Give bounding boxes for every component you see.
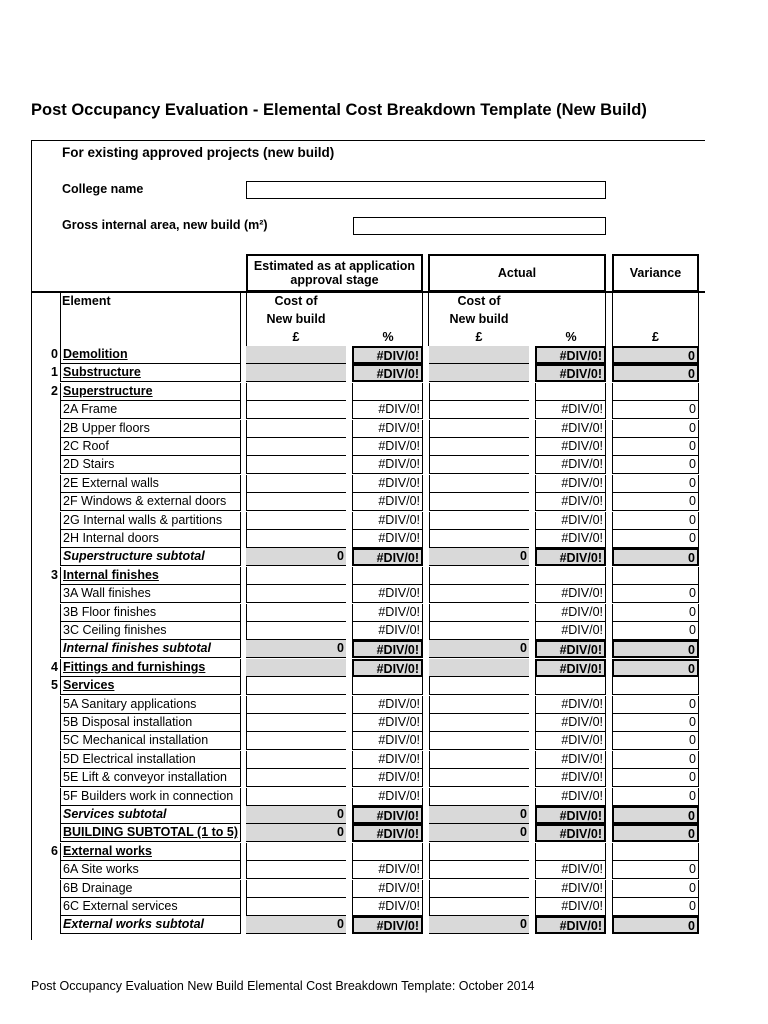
section-subtitle: For existing approved projects (new build): [62, 145, 335, 160]
estimated-cost-cell[interactable]: [246, 861, 346, 879]
element-col-rule: [60, 292, 61, 346]
estimated-cost-cell[interactable]: [246, 420, 346, 438]
actual-percent-cell: #DIV/0!: [535, 898, 606, 916]
estimated-percent-cell: #DIV/0!: [352, 530, 423, 548]
actual-percent-cell: #DIV/0!: [535, 456, 606, 474]
actual-percent-cell: #DIV/0!: [535, 788, 606, 806]
variance-cell: 0: [612, 880, 699, 898]
actual-percent-cell: #DIV/0!: [535, 916, 606, 934]
row-element-label: Superstructure subtotal: [60, 548, 241, 566]
row-element-label: 2A Frame: [60, 401, 241, 419]
actual-cost-cell[interactable]: 0: [429, 806, 529, 824]
variance-cell: [612, 383, 699, 401]
estimated-percent-cell: #DIV/0!: [352, 788, 423, 806]
variance-cell: 0: [612, 364, 699, 382]
estimated-cost-cell[interactable]: [246, 769, 346, 787]
actual-percent-cell: #DIV/0!: [535, 401, 606, 419]
estimated-cost-cell[interactable]: [246, 622, 346, 640]
actual-cost-cell[interactable]: 0: [429, 548, 529, 566]
variance-cell: 0: [612, 751, 699, 769]
row-element-label: 5F Builders work in connection: [60, 788, 241, 806]
estimated-cost-cell[interactable]: [246, 714, 346, 732]
estimated-cost-cell[interactable]: [246, 732, 346, 750]
est-new-build: New build: [266, 312, 326, 326]
estimated-cost-cell[interactable]: 0: [246, 824, 346, 842]
variance-cell: 0: [612, 604, 699, 622]
estimated-cost-cell[interactable]: 0: [246, 640, 346, 658]
actual-cost-cell[interactable]: [429, 567, 529, 585]
actual-cost-cell[interactable]: 0: [429, 640, 529, 658]
actual-cost-cell[interactable]: [429, 493, 529, 511]
estimated-cost-cell[interactable]: 0: [246, 548, 346, 566]
estimated-percent-cell: #DIV/0!: [352, 824, 423, 842]
estimated-cost-cell[interactable]: [246, 585, 346, 603]
actual-percent-cell: #DIV/0!: [535, 696, 606, 714]
estimated-cost-cell[interactable]: [246, 456, 346, 474]
variance-cell: [612, 843, 699, 861]
actual-percent-cell: #DIV/0!: [535, 438, 606, 456]
var-pound: £: [652, 330, 659, 344]
estimated-percent-cell: #DIV/0!: [352, 714, 423, 732]
estimated-cost-cell[interactable]: [246, 898, 346, 916]
actual-cost-cell[interactable]: [429, 383, 529, 401]
actual-percent-cell: #DIV/0!: [535, 346, 606, 364]
actual-cost-cell[interactable]: [429, 456, 529, 474]
actual-header: [428, 254, 606, 292]
variance-cell: 0: [612, 916, 699, 934]
estimated-percent-cell: [352, 383, 423, 401]
actual-cost-cell[interactable]: 0: [429, 824, 529, 842]
variance-cell: 0: [612, 548, 699, 566]
element-header: Element: [62, 294, 111, 308]
variance-cell: 0: [612, 769, 699, 787]
estimated-cost-cell[interactable]: [246, 493, 346, 511]
row-number: 4: [51, 660, 58, 674]
gia-input[interactable]: [353, 217, 606, 235]
actual-cost-cell[interactable]: [429, 696, 529, 714]
estimated-percent-cell: #DIV/0!: [352, 732, 423, 750]
variance-cell: 0: [612, 640, 699, 658]
row-element-label: 3A Wall finishes: [60, 585, 241, 603]
estimated-cost-cell[interactable]: [246, 364, 346, 382]
actual-cost-cell[interactable]: [429, 346, 529, 364]
variance-cell: 0: [612, 714, 699, 732]
row-element-label: 5B Disposal installation: [60, 714, 241, 732]
row-element-label: BUILDING SUBTOTAL (1 to 5): [60, 824, 241, 842]
actual-cost-cell[interactable]: [429, 438, 529, 456]
row-element-label: 3C Ceiling finishes: [60, 622, 241, 640]
row-element-label: 2G Internal walls & partitions: [60, 512, 241, 530]
actual-percent-cell: #DIV/0!: [535, 420, 606, 438]
gia-label: Gross internal area, new build (m²): [62, 218, 268, 232]
estimated-cost-cell[interactable]: [246, 659, 346, 677]
estimated-percent-cell: #DIV/0!: [352, 916, 423, 934]
estimated-cost-cell[interactable]: [246, 696, 346, 714]
actual-percent-cell: #DIV/0!: [535, 493, 606, 511]
actual-percent-cell: [535, 677, 606, 695]
college-name-input[interactable]: [246, 181, 606, 199]
estimated-percent-cell: #DIV/0!: [352, 420, 423, 438]
actual-cost-cell[interactable]: [429, 677, 529, 695]
actual-percent-cell: #DIV/0!: [535, 751, 606, 769]
estimated-percent-cell: #DIV/0!: [352, 493, 423, 511]
estimated-cost-cell[interactable]: [246, 788, 346, 806]
variance-cell: 0: [612, 824, 699, 842]
actual-cost-cell[interactable]: [429, 751, 529, 769]
estimated-percent-cell: #DIV/0!: [352, 696, 423, 714]
row-number: 6: [51, 844, 58, 858]
actual-cost-cell[interactable]: 0: [429, 916, 529, 934]
variance-cell: 0: [612, 585, 699, 603]
estimated-cost-cell[interactable]: [246, 512, 346, 530]
actual-cost-cell[interactable]: [429, 843, 529, 861]
estimated-header-text: Estimated as at application approval stage: [253, 259, 416, 287]
estimated-cost-cell[interactable]: 0: [246, 916, 346, 934]
actual-cost-cell[interactable]: [429, 732, 529, 750]
variance-cell: 0: [612, 456, 699, 474]
actual-percent-cell: #DIV/0!: [535, 622, 606, 640]
estimated-percent-cell: #DIV/0!: [352, 659, 423, 677]
estimated-percent-cell: #DIV/0!: [352, 880, 423, 898]
estimated-percent-cell: #DIV/0!: [352, 622, 423, 640]
actual-percent-cell: [535, 567, 606, 585]
actual-cost-cell[interactable]: [429, 475, 529, 493]
variance-cell: 0: [612, 696, 699, 714]
variance-cell: [612, 567, 699, 585]
estimated-cost-cell[interactable]: [246, 383, 346, 401]
estimated-cost-cell[interactable]: [246, 401, 346, 419]
row-number: 5: [51, 678, 58, 692]
row-element-label: Services: [60, 677, 241, 695]
variance-header: [612, 254, 699, 292]
estimated-percent-cell: #DIV/0!: [352, 769, 423, 787]
actual-percent-cell: #DIV/0!: [535, 714, 606, 732]
estimated-cost-cell[interactable]: [246, 843, 346, 861]
estimated-cost-cell[interactable]: [246, 880, 346, 898]
row-element-label: Demolition: [60, 346, 241, 364]
actual-cost-cell[interactable]: [429, 585, 529, 603]
row-element-label: Substructure: [60, 364, 241, 382]
actual-percent-cell: [535, 843, 606, 861]
actual-percent-cell: #DIV/0!: [535, 364, 606, 382]
actual-percent-cell: #DIV/0!: [535, 640, 606, 658]
row-number: 3: [51, 568, 58, 582]
variance-cell: 0: [612, 475, 699, 493]
row-element-label: Services subtotal: [60, 806, 241, 824]
variance-cell: 0: [612, 898, 699, 916]
variance-cell: [612, 677, 699, 695]
variance-cell: 0: [612, 659, 699, 677]
actual-percent-cell: #DIV/0!: [535, 585, 606, 603]
actual-cost-cell[interactable]: [429, 512, 529, 530]
college-name-label: College name: [62, 182, 144, 196]
actual-cost-cell[interactable]: [429, 898, 529, 916]
estimated-percent-cell: #DIV/0!: [352, 512, 423, 530]
estimated-cost-cell[interactable]: [246, 604, 346, 622]
actual-percent-cell: #DIV/0!: [535, 604, 606, 622]
page-footer: Post Occupancy Evaluation New Build Elemental Cost Breakdown Template: October 2014: [31, 979, 535, 993]
row-element-label: External works subtotal: [60, 916, 241, 934]
actual-percent-cell: #DIV/0!: [535, 548, 606, 566]
est-cost-of: Cost of: [274, 294, 318, 308]
estimated-percent-cell: #DIV/0!: [352, 456, 423, 474]
variance-cell: 0: [612, 530, 699, 548]
variance-cell: 0: [612, 806, 699, 824]
estimated-cost-cell[interactable]: [246, 346, 346, 364]
actual-cost-cell[interactable]: [429, 769, 529, 787]
row-element-label: 6B Drainage: [60, 880, 241, 898]
row-element-label: Internal finishes: [60, 567, 241, 585]
actual-percent-cell: #DIV/0!: [535, 769, 606, 787]
variance-cell: 0: [612, 420, 699, 438]
left-rule: [31, 140, 32, 940]
row-element-label: 2F Windows & external doors: [60, 493, 241, 511]
row-element-label: 6C External services: [60, 898, 241, 916]
variance-cell: 0: [612, 512, 699, 530]
variance-cell: 0: [612, 438, 699, 456]
actual-percent-cell: #DIV/0!: [535, 530, 606, 548]
actual-cost-cell[interactable]: [429, 530, 529, 548]
row-element-label: Internal finishes subtotal: [60, 640, 241, 658]
estimated-header: [246, 254, 423, 292]
header-rule: [31, 291, 705, 293]
actual-cost-cell[interactable]: [429, 364, 529, 382]
variance-cell: 0: [612, 622, 699, 640]
estimated-cost-cell[interactable]: [246, 677, 346, 695]
act-pound: £: [475, 330, 483, 344]
act-cost-of: Cost of: [457, 294, 501, 308]
top-rule: [31, 140, 705, 141]
actual-percent-cell: #DIV/0!: [535, 806, 606, 824]
act-new-build: New build: [449, 312, 509, 326]
estimated-percent-cell: #DIV/0!: [352, 898, 423, 916]
estimated-percent-cell: [352, 677, 423, 695]
estimated-percent-cell: #DIV/0!: [352, 604, 423, 622]
actual-percent-cell: #DIV/0!: [535, 732, 606, 750]
estimated-percent-cell: #DIV/0!: [352, 640, 423, 658]
act-percent: %: [565, 330, 577, 344]
row-element-label: 2C Roof: [60, 438, 241, 456]
actual-cost-cell[interactable]: [429, 861, 529, 879]
actual-percent-cell: #DIV/0!: [535, 512, 606, 530]
actual-cost-cell[interactable]: [429, 659, 529, 677]
estimated-percent-cell: #DIV/0!: [352, 585, 423, 603]
actual-cost-cell[interactable]: [429, 401, 529, 419]
actual-percent-cell: [535, 383, 606, 401]
row-element-label: 2E External walls: [60, 475, 241, 493]
row-element-label: 2H Internal doors: [60, 530, 241, 548]
actual-cost-cell[interactable]: [429, 420, 529, 438]
estimated-cost-cell[interactable]: [246, 751, 346, 769]
row-element-label: 2B Upper floors: [60, 420, 241, 438]
estimated-percent-cell: [352, 567, 423, 585]
row-element-label: 3B Floor finishes: [60, 604, 241, 622]
page-title: Post Occupancy Evaluation - Elemental Cost Breakdown Template (New Build): [31, 101, 647, 119]
estimated-percent-cell: #DIV/0!: [352, 806, 423, 824]
estimated-percent-cell: [352, 843, 423, 861]
row-element-label: External works: [60, 843, 241, 861]
row-element-label: 5A Sanitary applications: [60, 696, 241, 714]
row-element-label: 5D Electrical installation: [60, 751, 241, 769]
estimated-cost-cell[interactable]: [246, 567, 346, 585]
estimated-percent-cell: #DIV/0!: [352, 438, 423, 456]
estimated-cost-cell[interactable]: [246, 530, 346, 548]
row-number: 1: [51, 365, 58, 379]
actual-cost-cell[interactable]: [429, 714, 529, 732]
actual-cost-cell[interactable]: [429, 880, 529, 898]
variance-header-text: Variance: [629, 266, 682, 280]
actual-header-text: Actual: [497, 266, 537, 280]
actual-percent-cell: #DIV/0!: [535, 861, 606, 879]
estimated-cost-cell[interactable]: 0: [246, 806, 346, 824]
actual-percent-cell: #DIV/0!: [535, 659, 606, 677]
element-col-rule-right: [240, 292, 241, 346]
row-element-label: Superstructure: [60, 383, 241, 401]
estimated-percent-cell: #DIV/0!: [352, 401, 423, 419]
row-element-label: 6A Site works: [60, 861, 241, 879]
estimated-percent-cell: #DIV/0!: [352, 364, 423, 382]
variance-cell: 0: [612, 788, 699, 806]
estimated-cost-cell[interactable]: [246, 475, 346, 493]
actual-percent-cell: #DIV/0!: [535, 475, 606, 493]
variance-cell: 0: [612, 861, 699, 879]
est-percent: %: [382, 330, 394, 344]
actual-percent-cell: #DIV/0!: [535, 824, 606, 842]
estimated-percent-cell: #DIV/0!: [352, 751, 423, 769]
variance-cell: 0: [612, 346, 699, 364]
row-element-label: Fittings and furnishings: [60, 659, 241, 677]
variance-cell: 0: [612, 493, 699, 511]
row-element-label: 5C Mechanical installation: [60, 732, 241, 750]
row-element-label: 2D Stairs: [60, 456, 241, 474]
estimated-percent-cell: #DIV/0!: [352, 346, 423, 364]
estimated-percent-cell: #DIV/0!: [352, 861, 423, 879]
estimated-percent-cell: #DIV/0!: [352, 548, 423, 566]
estimated-cost-cell[interactable]: [246, 438, 346, 456]
row-number: 2: [51, 384, 58, 398]
row-number: 0: [51, 347, 58, 361]
actual-cost-cell[interactable]: [429, 622, 529, 640]
actual-cost-cell[interactable]: [429, 788, 529, 806]
estimated-percent-cell: #DIV/0!: [352, 475, 423, 493]
row-element-label: 5E Lift & conveyor installation: [60, 769, 241, 787]
variance-cell: 0: [612, 732, 699, 750]
variance-cell: 0: [612, 401, 699, 419]
est-pound: £: [292, 330, 300, 344]
actual-cost-cell[interactable]: [429, 604, 529, 622]
actual-percent-cell: #DIV/0!: [535, 880, 606, 898]
